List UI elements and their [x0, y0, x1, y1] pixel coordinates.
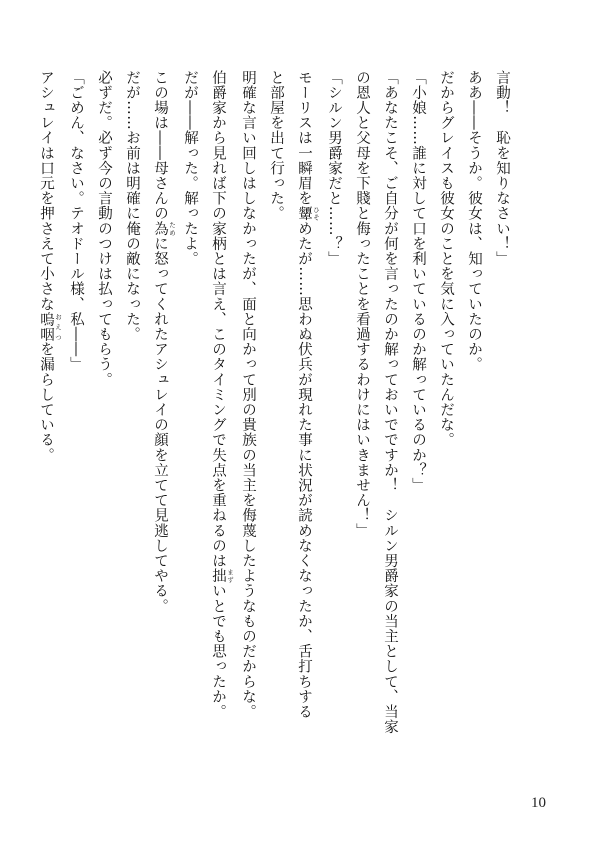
text-fragment: めたが……思わぬ伏兵が現れた事に状況が読めなくなったか、舌打ちする: [296, 221, 312, 720]
text-line-2: ああ――そうか。彼女は、知っていたのか。: [466, 70, 482, 372]
text-fragment: いとでも思ったか。: [210, 583, 226, 720]
ruby-annotation: [296, 205, 320, 222]
ruby-annotation: [210, 568, 234, 584]
text-line-5: 「あなたこそ、ご自分が何を言ったのか解っておいでですか！ シルン男爵家の当主として、当家: [382, 70, 398, 735]
text-line-10: 明確な言い回しはしなかったが、面と向かって別の貴族の当主を侮蔑したようなものだからな。: [240, 70, 256, 720]
text-line-9: と部屋を出て行った。: [268, 70, 284, 221]
text-line-12: だが――解った。解ったよ。: [182, 70, 198, 267]
text-line-8: [290, 70, 320, 770]
ruby-base: 為: [152, 221, 168, 237]
ruby-reading: ため: [168, 221, 176, 237]
page-number: 10: [531, 795, 546, 811]
text-fragment: を漏らしている。: [38, 341, 54, 463]
text-fragment: アシュレイは口元を押さえて小さな: [38, 70, 54, 312]
text-line-11: [204, 70, 234, 770]
text-line-1: 言動！ 恥を知りなさい！」: [494, 70, 510, 267]
text-line-3: だからグレイスも彼女のことを気に入っていたんだな。: [438, 70, 454, 448]
text-line-16: 「ごめん、なさい。テオドール様、私――」: [68, 70, 84, 372]
ruby-base: 顰: [296, 205, 312, 222]
ruby-base: 嗚咽: [38, 311, 54, 342]
text-fragment: に怒ってくれたアシュレイの顔を立てて見逃してやる。: [152, 236, 168, 614]
text-line-15: 必ずだ。必ず今の言動のつけは払ってもらう。: [96, 70, 112, 388]
text-line-7: 「シルン男爵家だと……？」: [326, 70, 342, 267]
ruby-reading: まず: [226, 568, 234, 584]
text-line-13: [146, 70, 176, 770]
text-line-14: だが……お前は明確に俺の敵になった。: [124, 70, 140, 342]
ruby-reading: ひそ: [312, 205, 320, 221]
text-line-4: 「小娘……誰に対して口を利いているのか解っているのか？」: [410, 70, 426, 493]
text-fragment: モーリスは一瞬眉を: [296, 70, 312, 206]
ruby-annotation: [152, 221, 176, 237]
text-fragment: 伯爵家から見れば下の家柄とは言え、このタイミングで失点を重ねるのは: [210, 70, 226, 569]
ruby-base: 拙: [210, 568, 226, 584]
novel-text-block: [38, 70, 516, 770]
ruby-reading: おえつ: [54, 311, 62, 342]
text-line-17: [32, 70, 62, 770]
ruby-annotation: [38, 311, 62, 342]
text-fragment: この場は――母さんの: [152, 70, 168, 221]
text-line-6: の恩人と父母を下賤と侮ったことを看過するわけにはいきません！」: [354, 70, 370, 539]
